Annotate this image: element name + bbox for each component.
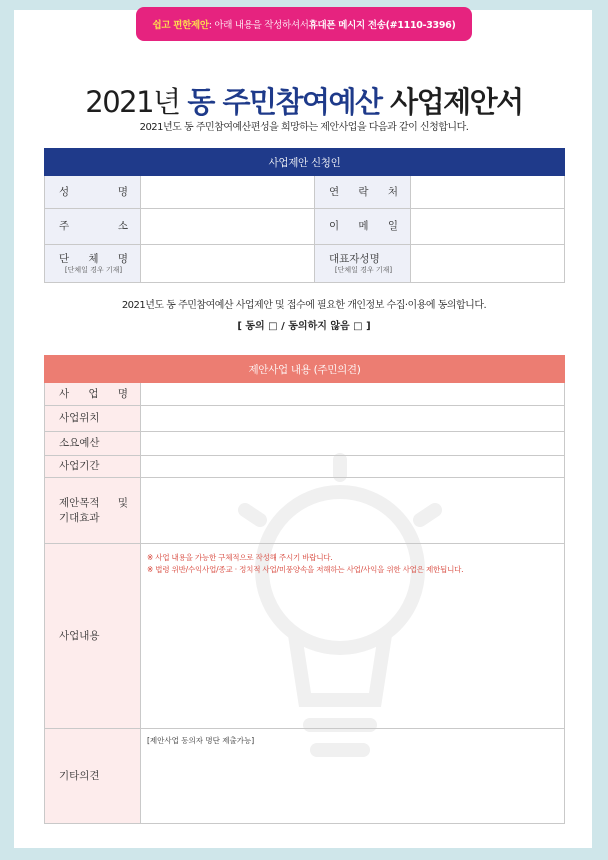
proposal-header: 제안사업 내용 (주민의견): [45, 356, 565, 383]
group-name-sub: [단체일 경우 기재]: [64, 265, 123, 274]
content-note-1: ※ 사업 내용을 가능한 구체적으로 작성해 주시기 바랍니다.: [147, 553, 333, 562]
email-field[interactable]: [411, 209, 565, 245]
banner-text: : 아래 내용을 작성하셔서: [208, 20, 309, 31]
consent-text: 2021년도 동 주민참여예산 사업제안 및 접수에 필요한 개인정보 수집·이용에 동의합니다.: [121, 300, 487, 311]
group-name-label: [45, 245, 141, 283]
email-label: 이 메 일: [315, 209, 411, 245]
purpose-label: [45, 478, 141, 544]
purpose-field[interactable]: [141, 478, 565, 544]
name-label: 성 명: [45, 176, 141, 209]
group-name-field[interactable]: [141, 245, 315, 283]
banner-highlight: 쉽고 편한제안: [152, 20, 209, 31]
proposal-table: [44, 355, 565, 824]
etc-opinion-note: [제안사업 동의자 명단 제출가능]: [147, 736, 255, 745]
title-year: 2021년: [85, 85, 188, 119]
etc-opinion-label: 기타의견: [45, 729, 141, 824]
project-location-label: 사업위치: [45, 406, 141, 432]
banner-phone: 휴대폰 메시지 전송(#1110-3396): [308, 20, 456, 31]
address-field[interactable]: [141, 209, 315, 245]
contact-label: 연 락 처: [315, 176, 411, 209]
top-banner: [136, 7, 472, 41]
consent-options[interactable]: [ 동의 □ / 동의하지 않음 □ ]: [237, 321, 371, 332]
applicant-table: [44, 148, 565, 283]
rep-name-label-text: 대표자성명: [329, 253, 380, 265]
project-name-field[interactable]: [141, 383, 565, 406]
address-label: 주 소: [45, 209, 141, 245]
budget-field[interactable]: [141, 432, 565, 456]
budget-label: 소요예산: [45, 432, 141, 456]
contact-field[interactable]: [411, 176, 565, 209]
group-name-label-text: 단 체 명: [59, 253, 128, 265]
page-title: [0, 80, 608, 121]
period-label: 사업기간: [45, 456, 141, 478]
title-rest: 사업제안서: [381, 85, 523, 119]
project-location-field[interactable]: [141, 406, 565, 432]
content-label: 사업내용: [45, 544, 141, 729]
period-field[interactable]: [141, 456, 565, 478]
content-note-2: ※ 법령 위반/수익사업/종교 · 정치적 사업/미풍양속을 저해하는 사업/사익을 위한 사업은 제한됩니다.: [147, 564, 464, 574]
purpose-label-line1: 제안목적 및: [59, 497, 128, 510]
page-subtitle: 2021년도 동 주민참여예산편성을 희망하는 제안사업을 다음과 같이 신청합니다.: [139, 122, 469, 133]
title-accent: 동 주민참여예산: [187, 85, 382, 119]
project-name-label: 사 업 명: [45, 383, 141, 406]
etc-opinion-field[interactable]: [141, 729, 565, 824]
rep-name-field[interactable]: [411, 245, 565, 283]
purpose-label-line2: 기대효과: [59, 511, 100, 524]
applicant-header: 사업제안 신청인: [45, 149, 565, 176]
content-field[interactable]: [141, 544, 565, 729]
rep-name-label: [315, 245, 411, 283]
name-field[interactable]: [141, 176, 315, 209]
rep-name-sub: [단체일 경우 기재]: [334, 265, 393, 274]
